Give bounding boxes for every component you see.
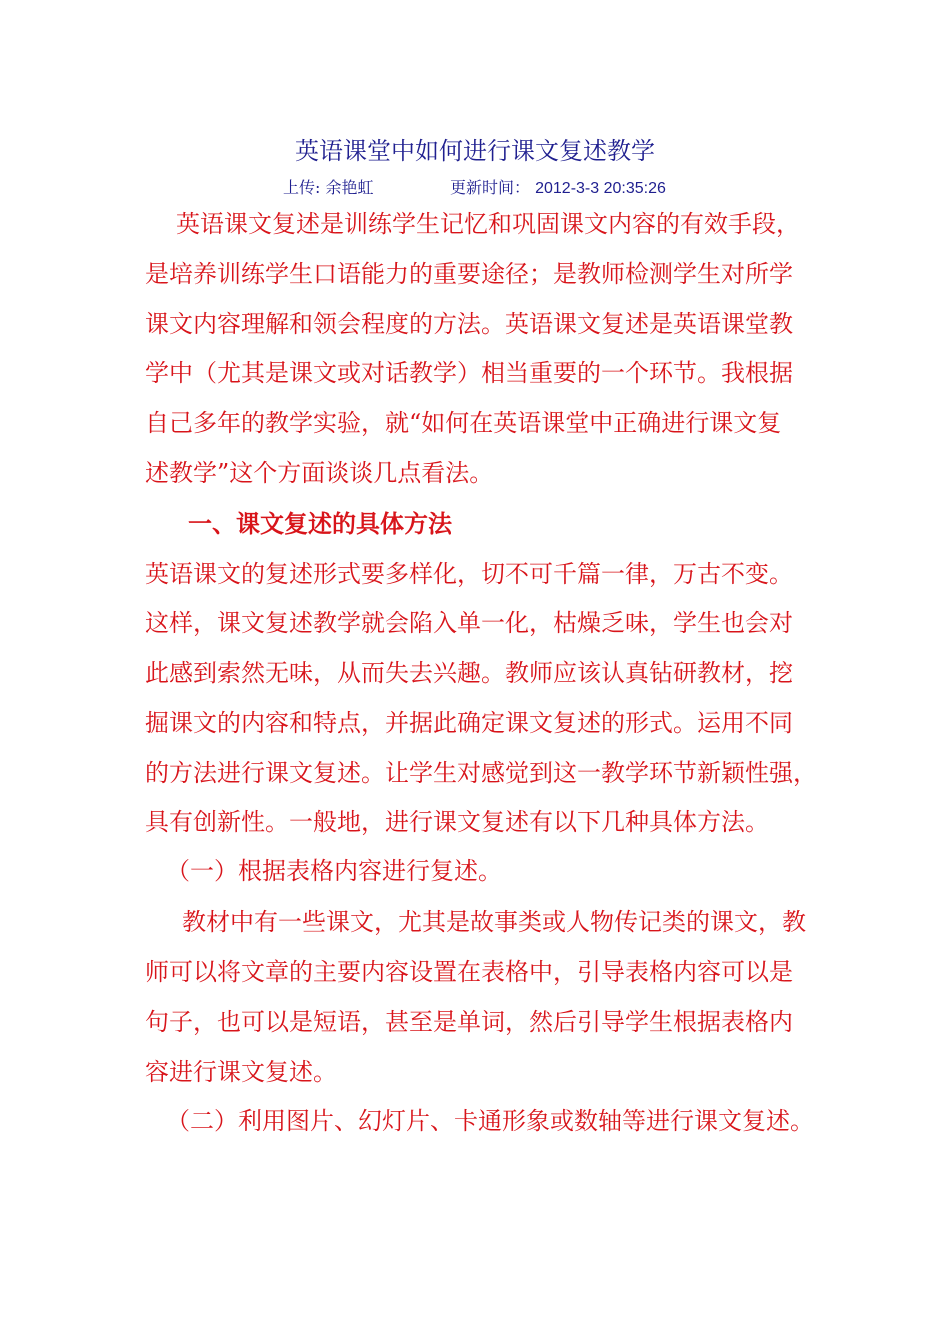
paragraph-1-line-6: 述教学”这个方面谈谈几点看法。 (145, 459, 494, 487)
paragraph-1-line-1: 英语课文复述是训练学生记忆和巩固课文内容的有效手段， (176, 210, 800, 238)
subsection-heading-2: （二）利用图片、幻灯片、卡通形象或数轴等进行课文复述。 (166, 1107, 814, 1135)
paragraph-2-line-6: 具有创新性。一般地，进行课文复述有以下几种具体方法。 (145, 808, 769, 836)
uploader-name: 余艳虹 (325, 178, 374, 197)
paragraph-2-line-4: 掘课文的内容和特点，并据此确定课文复述的形式。运用不同 (145, 709, 793, 737)
paragraph-3-line-3: 句子，也可以是短语，甚至是单词，然后引导学生根据表格内 (145, 1008, 793, 1036)
uploader-label: 上传: (283, 178, 321, 197)
document-title: 英语课堂中如何进行课文复述教学 (295, 137, 655, 165)
paragraph-1-line-5: 自己多年的教学实验，就“如何在英语课堂中正确进行课文复 (145, 409, 782, 437)
paragraph-2-line-1: 英语课文的复述形式要多样化，切不可千篇一律，万古不变。 (145, 560, 793, 588)
paragraph-1-line-2: 是培养训练学生口语能力的重要途径；是教师检测学生对所学 (145, 260, 793, 288)
paragraph-2-line-3: 此感到索然无味，从而失去兴趣。教师应该认真钻研教材，挖 (145, 659, 793, 687)
update-info (450, 176, 666, 200)
paragraph-3-line-1: 教材中有一些课文，尤其是故事类或人物传记类的课文，教 (182, 908, 806, 936)
paragraph-2-line-2: 这样，课文复述教学就会陷入单一化，枯燥乏味，学生也会对 (145, 609, 793, 637)
updated-time: 2012-3-3 20:35:26 (535, 180, 666, 197)
paragraph-2-line-5: 的方法进行课文复述。让学生对感觉到这一教学环节新颖性强， (145, 759, 817, 787)
paragraph-3-line-4: 容进行课文复述。 (145, 1058, 337, 1086)
section-heading-1: 一、课文复述的具体方法 (188, 509, 452, 538)
updated-label: 更新时间： (450, 178, 531, 197)
uploader-info (283, 176, 374, 200)
paragraph-3-line-2: 师可以将文章的主要内容设置在表格中，引导表格内容可以是 (145, 958, 793, 986)
paragraph-1-line-3: 课文内容理解和领会程度的方法。英语课文复述是英语课堂教 (145, 310, 793, 338)
subsection-heading-1: （一）根据表格内容进行复述。 (166, 857, 502, 885)
paragraph-1-line-4: 学中（尤其是课文或对话教学）相当重要的一个环节。我根据 (145, 359, 793, 387)
